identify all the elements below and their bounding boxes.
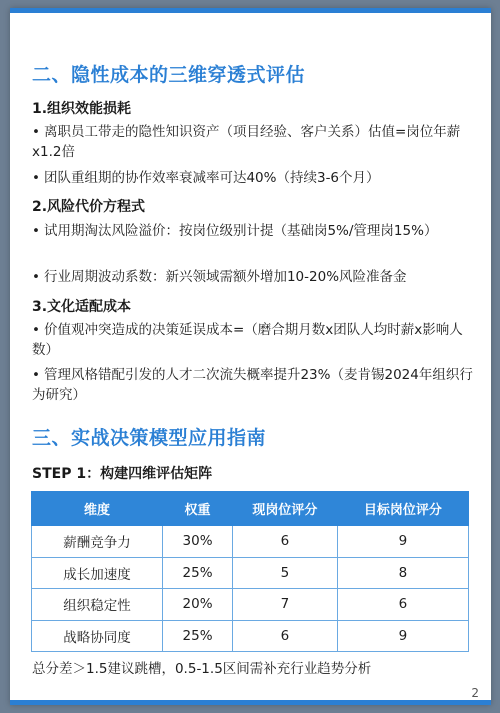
list-item xyxy=(32,168,477,188)
header-current-score: 现岗位评分 xyxy=(233,492,338,526)
bullet-text: 离职员工带走的隐性知识资产（项目经验、客户关系）估值=岗位年薪x1.2倍 xyxy=(32,124,461,160)
table-cell: 25% xyxy=(163,620,233,652)
bullet-symbol: • xyxy=(32,322,40,338)
header-dimension: 维度 xyxy=(32,492,163,526)
table-cell: 7 xyxy=(233,589,338,621)
table-cell: 薪酬竞争力 xyxy=(32,526,163,558)
table-cell: 30% xyxy=(163,526,233,558)
page-number: 2 xyxy=(471,686,479,700)
table-cell: 6 xyxy=(233,526,338,558)
bullet-symbol: • xyxy=(32,170,40,186)
table-cell: 9 xyxy=(337,526,468,558)
list-item xyxy=(32,267,477,287)
table-row xyxy=(32,589,469,621)
table-row xyxy=(32,620,469,652)
table-cell: 6 xyxy=(337,589,468,621)
document-page xyxy=(10,8,491,705)
table-row xyxy=(32,557,469,589)
bullet-symbol: • xyxy=(32,124,40,140)
bullet-text: 管理风格错配引发的人才二次流失概率提升23%（麦肯锡2024年组织行为研究） xyxy=(32,367,473,403)
table-cell: 组织稳定性 xyxy=(32,589,163,621)
header-target-score: 目标岗位评分 xyxy=(337,492,468,526)
list-item xyxy=(32,320,477,360)
bullet-text: 试用期淘汰风险溢价：按岗位级别计提（基础岗5%/管理岗15%） xyxy=(43,223,438,239)
list-item xyxy=(32,221,477,241)
table-cell: 20% xyxy=(163,589,233,621)
section-3-heading: 三、实战决策模型应用指南 xyxy=(32,427,267,449)
list-item xyxy=(32,122,477,162)
table-cell: 25% xyxy=(163,557,233,589)
section-2-heading: 二、隐性成本的三维穿透式评估 xyxy=(32,64,306,86)
bullet-text: 团队重组期的协作效率衰减率可达40%（持续3-6个月） xyxy=(43,170,380,186)
evaluation-matrix-table xyxy=(31,491,469,652)
table-cell: 6 xyxy=(233,620,338,652)
bullet-symbol: • xyxy=(32,223,40,239)
bullet-text: 行业周期波动系数：新兴领域需额外增加10-20%风险准备金 xyxy=(43,269,407,285)
header-weight: 权重 xyxy=(163,492,233,526)
subsection-3-heading: 3.文化适配成本 xyxy=(32,299,132,315)
bullet-symbol: • xyxy=(32,367,40,383)
table-cell: 战略协同度 xyxy=(32,620,163,652)
bullet-symbol: • xyxy=(32,269,40,285)
table-cell: 5 xyxy=(233,557,338,589)
score-difference-note: 总分差＞1.5建议跳槽，0.5-1.5区间需补充行业趋势分析 xyxy=(32,661,372,677)
table-cell: 9 xyxy=(337,620,468,652)
bullet-text: 价值观冲突造成的决策延误成本=（磨合期月数x团队人均时薪x影响人数） xyxy=(32,322,463,358)
subsection-2-heading: 2.风险代价方程式 xyxy=(32,199,146,215)
list-item xyxy=(32,365,477,405)
step-1-heading: STEP 1：构建四维评估矩阵 xyxy=(32,466,213,482)
table-cell: 8 xyxy=(337,557,468,589)
table-header-row xyxy=(32,492,469,526)
subsection-1-heading: 1.组织效能损耗 xyxy=(32,101,132,117)
table-cell: 成长加速度 xyxy=(32,557,163,589)
table-row xyxy=(32,526,469,558)
